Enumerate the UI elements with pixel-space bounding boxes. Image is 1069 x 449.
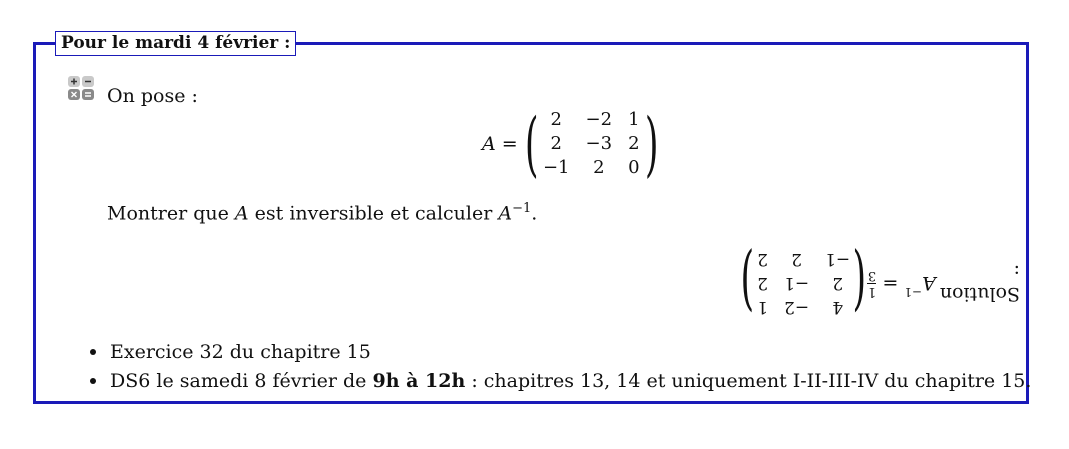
matrix-cell: 1 [628, 109, 640, 130]
list-item [86, 369, 1031, 398]
equals-sign: = [501, 133, 518, 155]
question-prefix: Montrer que [107, 202, 235, 225]
matrix-A-table [535, 108, 648, 180]
matrix-A [482, 103, 665, 185]
left-paren: ( [524, 103, 539, 185]
solution-inverse: A [922, 272, 936, 295]
fraction-bar [867, 283, 876, 284]
list-item [86, 340, 1031, 369]
solution-matrix-table [749, 248, 858, 320]
bullet-dot [90, 378, 96, 384]
matrix-cell: −2 [784, 297, 810, 318]
question-text [107, 198, 537, 224]
bullet-text-2-suffix: : chapitres 13, 14 et uniquement I-II-III-IV du chapitre 15. [465, 370, 1032, 392]
matrix-cell: 0 [628, 157, 640, 178]
matrix-cell: 2 [757, 273, 769, 294]
solution-left-paren: ( [853, 242, 867, 325]
fraction-denominator: 3 [867, 268, 877, 283]
right-paren: ) [644, 103, 658, 185]
matrix-cell: −2 [585, 109, 613, 130]
matrix-cell: 2 [791, 249, 802, 270]
question-var: A [234, 202, 249, 225]
fraction-numerator: 1 [867, 284, 877, 299]
bullet-text-2-bold: 9h à 12h [372, 370, 466, 392]
matrix-cell: −1 [784, 273, 810, 294]
matrix-cell: −3 [585, 133, 613, 154]
box-title: Pour le mardi 4 février : [55, 31, 296, 56]
bullet-text-1: Exercice 32 du chapitre 15 [110, 341, 371, 363]
bullet-list [86, 340, 1031, 398]
matrix-cell: 2 [593, 157, 605, 178]
solution-equals: = [882, 272, 899, 295]
matrix-cell: 2 [832, 273, 844, 294]
matrix-cell: 4 [832, 297, 844, 318]
solution-fraction [867, 269, 876, 298]
question-inverse: A [498, 202, 513, 225]
matrix-cell: 1 [757, 297, 769, 318]
matrix-cell: 2 [757, 249, 769, 270]
matrix-cell: −1 [825, 249, 851, 270]
solution-exponent: −1 [904, 285, 923, 299]
bullet-text-2-prefix: DS6 le samedi 8 février de [110, 370, 373, 392]
question-end: . [531, 202, 538, 225]
matrix-cell: 2 [550, 133, 562, 154]
matrix-name: A [482, 133, 496, 155]
matrix-cell: 2 [550, 109, 562, 130]
bullet-dot [90, 349, 96, 355]
calculator-icon [68, 76, 95, 101]
solution-right-paren: ) [740, 242, 755, 325]
upside-down-solution [735, 242, 1020, 325]
matrix-cell: 2 [628, 133, 640, 154]
solution-label: Solution : [939, 261, 1020, 306]
matrix-cell: −1 [542, 157, 570, 178]
intro-text: On pose : [107, 85, 198, 107]
question-exponent: −1 [512, 201, 532, 216]
question-mid: est inversible et calculer [248, 202, 499, 225]
